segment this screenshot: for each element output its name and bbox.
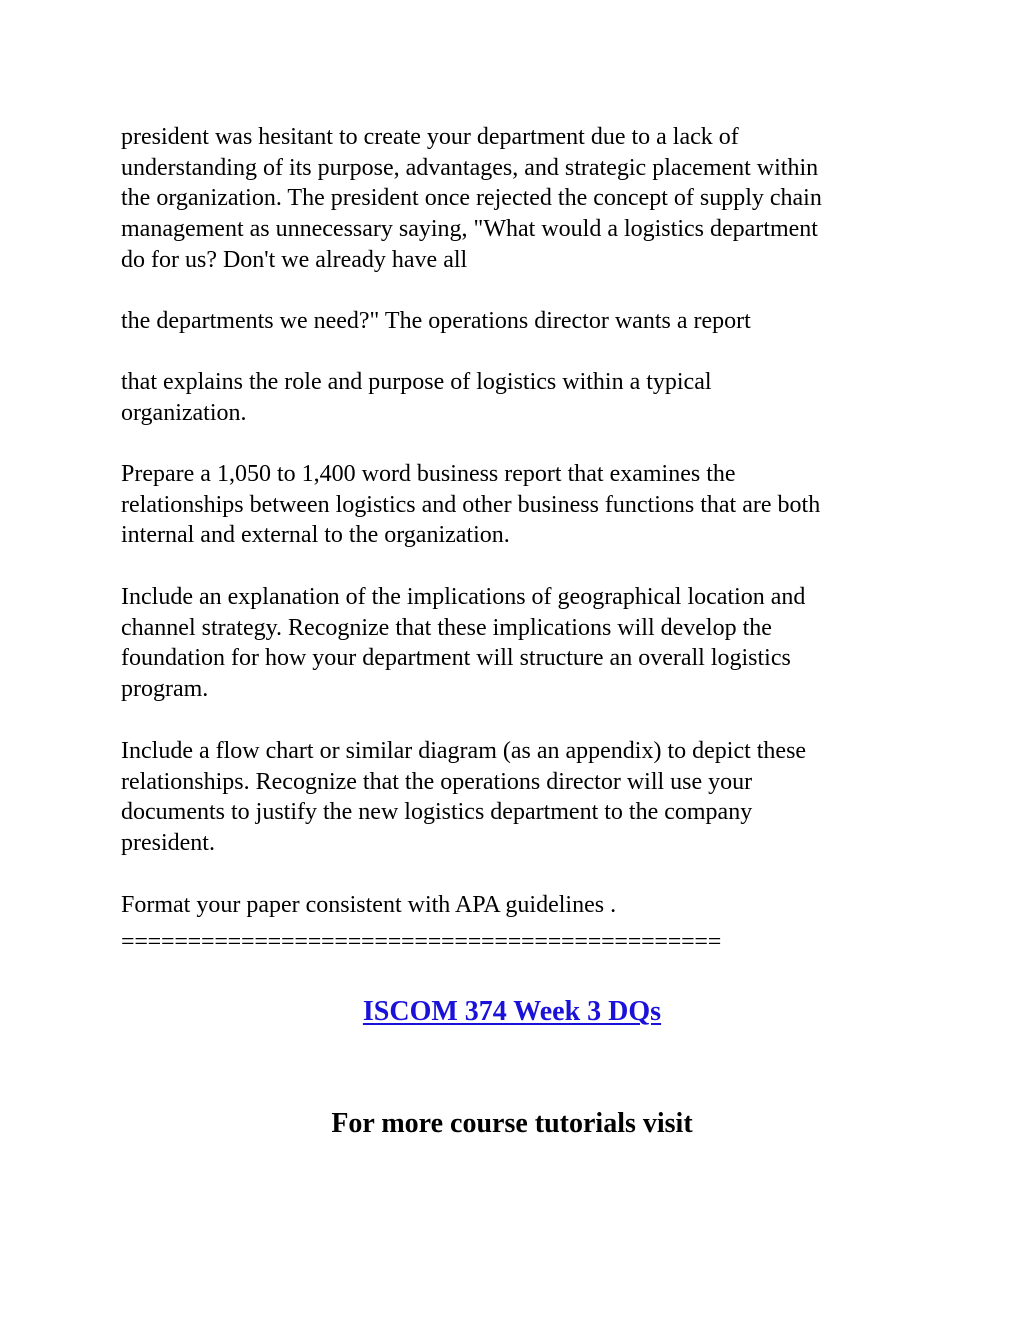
text-line: organization.	[121, 399, 247, 426]
text-line: Format your paper consistent with APA guidelines .	[121, 892, 617, 918]
iscom-374-week-3-dqs-link[interactable]: ISCOM 374 Week 3 DQs	[362, 996, 662, 1027]
course-link-heading	[0, 995, 1024, 1029]
text-line: relationships between logistics and other business functions that are both	[121, 491, 821, 518]
text-line: president.	[121, 830, 215, 857]
text-line: relationships. Recognize that the operations director will use your	[121, 768, 753, 795]
paragraph-role-and-purpose	[121, 367, 921, 428]
separator-line: =============================================	[121, 929, 722, 955]
text-line: Include an explanation of the implications of geographical location and	[121, 584, 806, 610]
paragraph-departments-we-need	[121, 306, 921, 337]
text-line: the organization. The president once rejected the concept of supply chain	[121, 185, 822, 212]
more-tutorials-heading: For more course tutorials visit	[331, 1108, 693, 1139]
paragraph-apa-format	[121, 890, 921, 921]
paragraph-president-hesitant	[121, 122, 921, 276]
text-line: do for us? Don't we already have all	[121, 246, 468, 273]
paragraph-geographical-location	[121, 582, 921, 705]
text-line: channel strategy. Recognize that these implications will develop the	[121, 614, 772, 641]
text-line: internal and external to the organization.	[121, 522, 510, 549]
text-line: Include a flow chart or similar diagram (as an appendix) to depict these	[121, 738, 807, 764]
text-line: documents to justify the new logistics department to the company	[121, 799, 753, 826]
text-line: understanding of its purpose, advantages, and strategic placement within	[121, 154, 819, 181]
paragraph-prepare-report	[121, 459, 921, 551]
text-line: the departments we need?" The operations director wants a report	[121, 308, 751, 334]
paragraph-flow-chart	[121, 736, 921, 859]
text-line: management as unnecessary saying, "What would a logistics department	[121, 216, 818, 243]
text-line: that explains the role and purpose of logistics within a typical	[121, 369, 712, 395]
text-line: foundation for how your department will structure an overall logistics	[121, 645, 791, 672]
text-line: president was hesitant to create your department due to a lack of	[121, 124, 739, 150]
text-line: program.	[121, 676, 209, 703]
text-line: Prepare a 1,050 to 1,400 word business report that examines the	[121, 461, 736, 487]
